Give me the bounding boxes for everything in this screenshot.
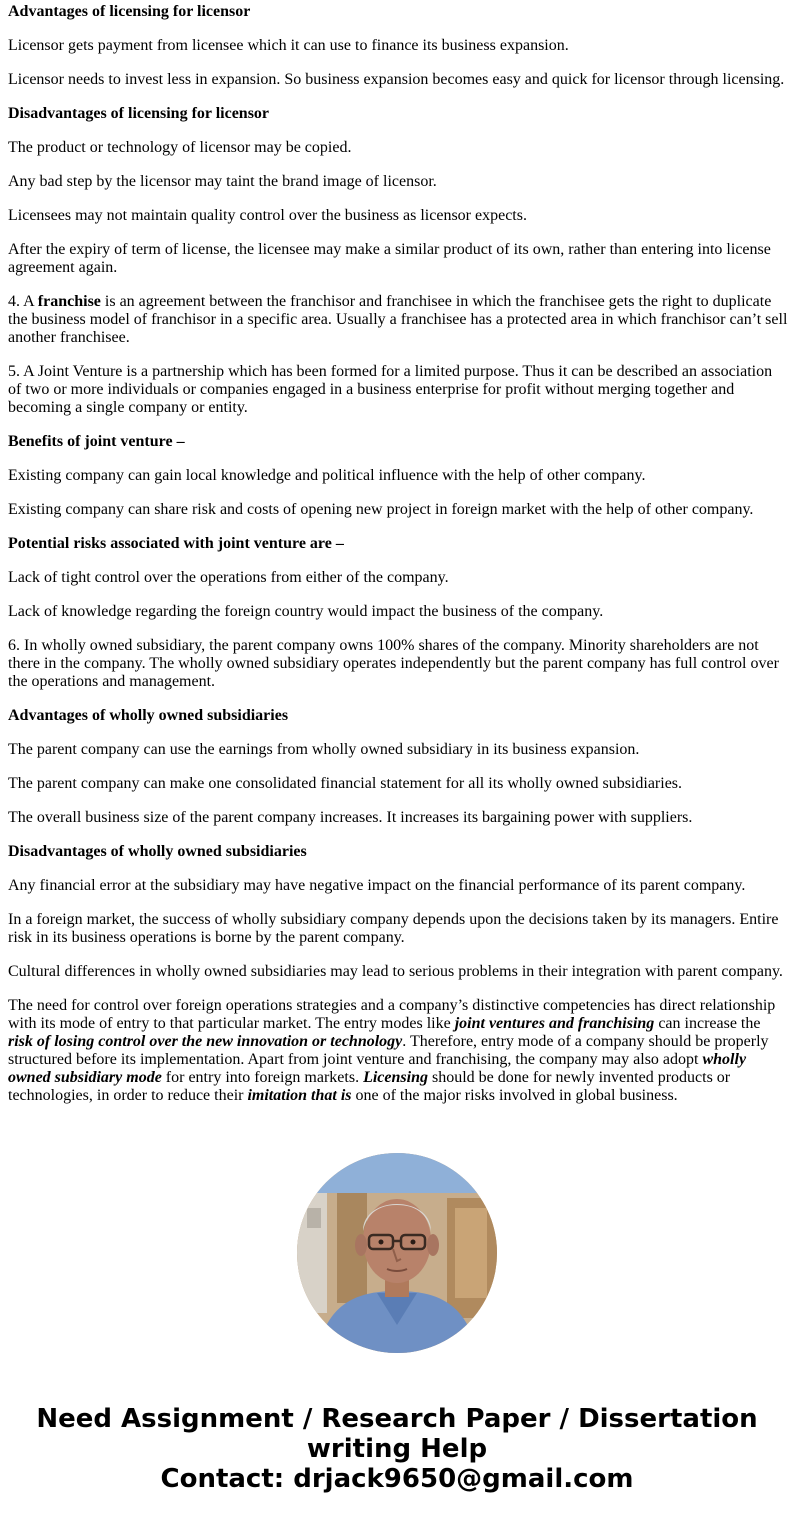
emphasis: wholly owned subsidiary mode <box>8 1051 747 1086</box>
paragraph: After the expiry of term of license, the licensee may make a similar product of its own, rather than entering into license agreement again. <box>8 241 771 276</box>
subsidiary-paragraph: 6. In wholly owned subsidiary, the parent company owns 100% shares of the company. Minority shareholders are not there in the company. The wholly owned subsidiary operates independently but the parent company has full control over the operations and management. <box>8 637 779 690</box>
conclusion-text: . Therefore, entry mode of a company should be properly structured before its implementation. Apart from joint venture and franchising, the company may also adopt <box>8 1033 769 1068</box>
joint-venture-paragraph: 5. A Joint Venture is a partnership which has been formed for a limited purpose. Thus it can be described an association of two or more individuals or companies engaged in a business enterprise for profit without merging together and becoming a single company or entity. <box>8 363 773 416</box>
article-body <box>8 3 788 1121</box>
franchise-paragraph <box>8 293 788 347</box>
paragraph: Existing company can share risk and costs of opening new project in foreign market with the help of other company. <box>8 501 754 518</box>
contact-email: Contact: drjack9650@gmail.com <box>160 1464 634 1494</box>
paragraph: Lack of tight control over the operations from either of the company. <box>8 569 449 586</box>
cta-line: Need Assignment / Research Paper / Dissertation <box>36 1404 758 1434</box>
conclusion-text: one of the major risks involved in global business. <box>351 1087 678 1104</box>
franchise-term: franchise <box>37 293 101 310</box>
conclusion-text: can increase the <box>654 1015 761 1032</box>
licensing-advantages-heading: Advantages of licensing for licensor <box>8 3 251 20</box>
contact-banner <box>0 1404 794 1494</box>
conclusion-paragraph <box>8 997 788 1105</box>
paragraph: Lack of knowledge regarding the foreign country would impact the business of the company. <box>8 603 604 620</box>
conclusion-text: for entry into foreign markets. <box>161 1069 364 1086</box>
author-portrait-image <box>297 1153 497 1353</box>
emphasis: Licensing <box>363 1069 428 1086</box>
cta-line: writing Help <box>306 1434 488 1464</box>
paragraph: Any bad step by the licensor may taint the brand image of licensor. <box>8 173 437 190</box>
conclusion-text: The need for control over foreign operations strategies and a company’s distinctive competencies has direct relationship with its mode of entry to that particular market. The entry modes like <box>8 997 776 1032</box>
joint-venture-risks-heading: Potential risks associated with joint venture are – <box>8 535 344 552</box>
paragraph: The parent company can use the earnings from wholly owned subsidiary in its business expansion. <box>8 741 640 758</box>
author-avatar <box>297 1153 497 1353</box>
paragraph: Cultural differences in wholly owned subsidiaries may lead to serious problems in their integration with parent company. <box>8 963 783 980</box>
franchise-definition: is an agreement between the franchisor and franchisee in which the franchisee gets the right to duplicate the business model of franchisor in a specific area. Usually a franchisee has a protected area in which franchisor can’t sell another franchisee. <box>8 293 788 346</box>
paragraph: The parent company can make one consolidated financial statement for all its wholly owned subsidiaries. <box>8 775 683 792</box>
licensing-disadvantages-heading: Disadvantages of licensing for licensor <box>8 105 270 122</box>
conclusion-text: should be done for newly invented products or technologies, in order to reduce their <box>8 1069 731 1104</box>
paragraph: In a foreign market, the success of wholly subsidiary company depends upon the decisions taken by its managers. Entire risk in its business operations is borne by the parent company. <box>8 911 779 946</box>
emphasis: risk of losing control over the new innovation or technology <box>8 1033 403 1050</box>
joint-venture-benefits-heading: Benefits of joint venture – <box>8 433 185 450</box>
subsidiary-disadvantages-heading: Disadvantages of wholly owned subsidiaries <box>8 843 307 860</box>
paragraph: The product or technology of licensor may be copied. <box>8 139 352 156</box>
paragraph: Licensor gets payment from licensee which it can use to finance its business expansion. <box>8 37 569 54</box>
franchise-prefix: 4. A <box>8 293 38 310</box>
paragraph: Any financial error at the subsidiary may have negative impact on the financial performance of its parent company. <box>8 877 746 894</box>
paragraph: The overall business size of the parent company increases. It increases its bargaining power with suppliers. <box>8 809 693 826</box>
subsidiary-advantages-heading: Advantages of wholly owned subsidiaries <box>8 707 289 724</box>
emphasis: joint ventures and franchising <box>454 1015 655 1032</box>
paragraph: Licensor needs to invest less in expansion. So business expansion becomes easy and quick for licensor through licensing. <box>8 71 785 88</box>
paragraph: Licensees may not maintain quality control over the business as licensor expects. <box>8 207 527 224</box>
emphasis: imitation that is <box>247 1087 352 1104</box>
paragraph: Existing company can gain local knowledge and political influence with the help of other company. <box>8 467 646 484</box>
